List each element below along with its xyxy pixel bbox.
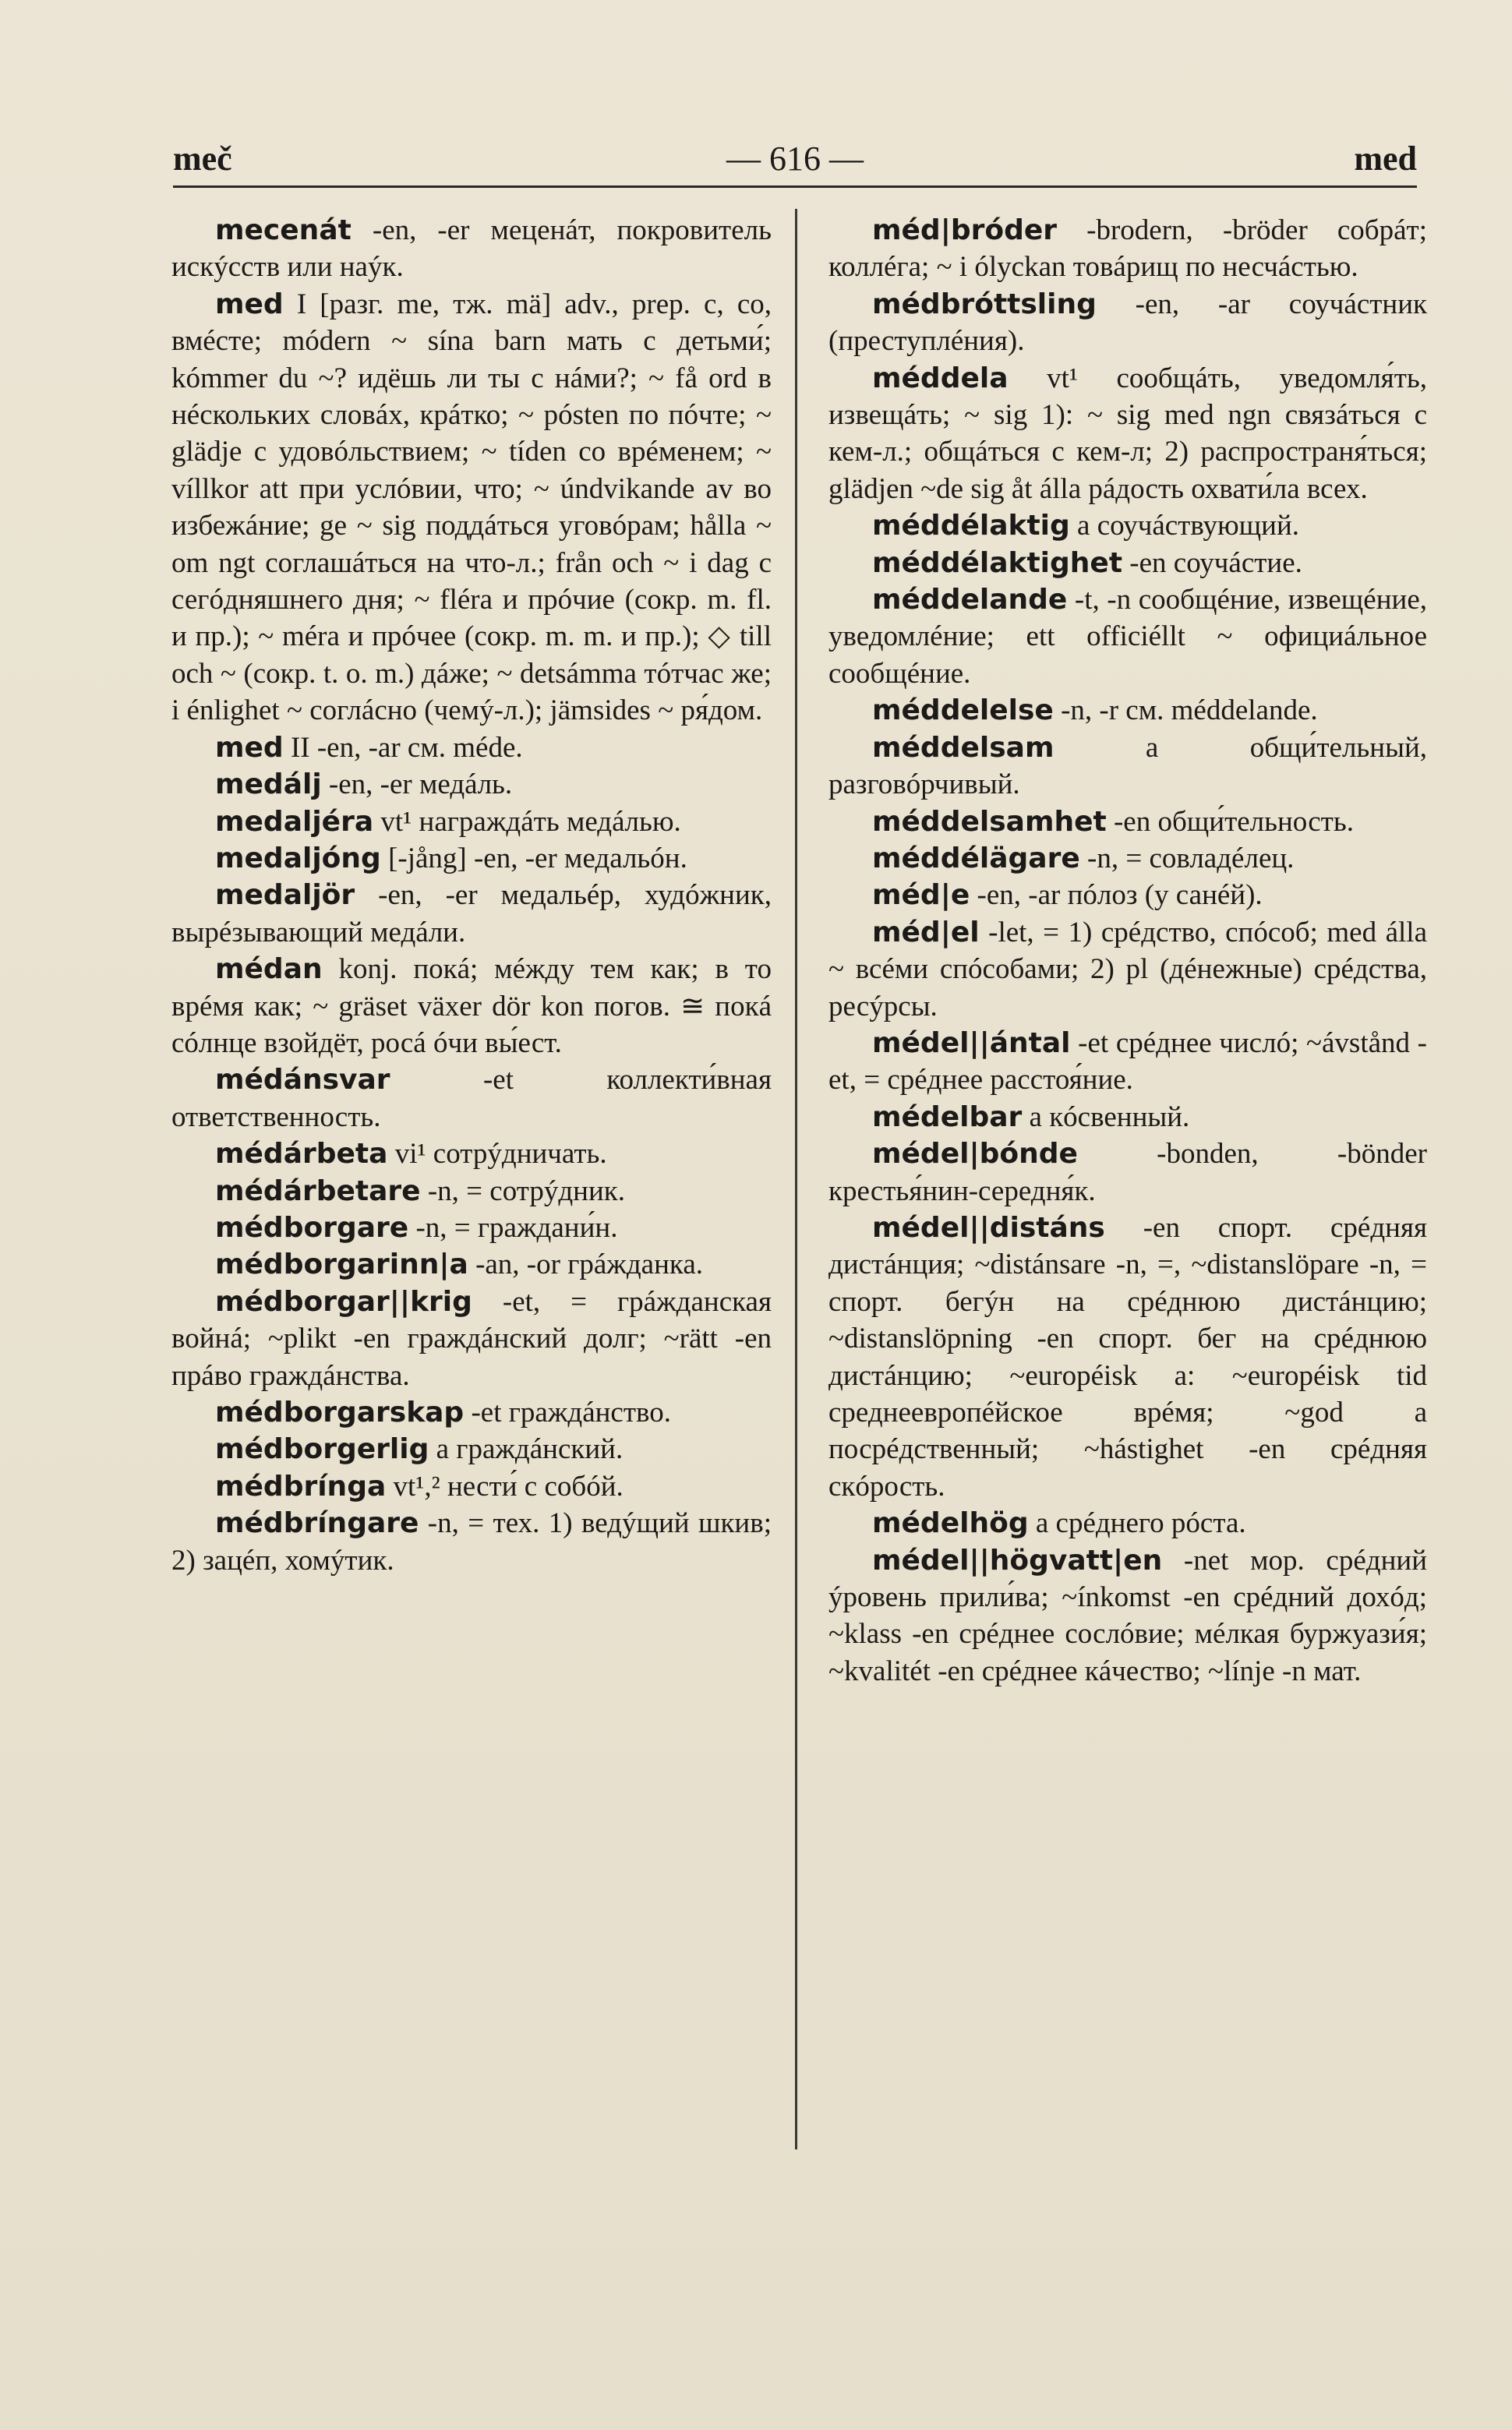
entry-definition: -en, -er медальéр, худóжник, вырéзывающий медáли. <box>171 879 772 948</box>
entry-definition: konj. покá; мéжду тем как; в то врéмя как; ~ gräset växer dör kon погов. ≅ покá сóлнце взойдёт, росá óчи вы́ест. <box>171 953 772 1059</box>
entry-definition: -en, -ar соучáстник (преступлéния). <box>828 288 1427 358</box>
entry-definition: -en общи́тельность. <box>1106 805 1354 838</box>
dictionary-entry <box>171 840 772 877</box>
dictionary-entry <box>828 1136 1427 1210</box>
dictionary-entry <box>171 804 772 840</box>
entry-headword: médborgare <box>215 1211 409 1244</box>
entry-headword: méddélaktighet <box>872 546 1123 579</box>
entry-definition: -en, -er медáль. <box>321 768 513 801</box>
dictionary-entry <box>828 545 1427 581</box>
dictionary-entry <box>828 914 1427 1025</box>
entry-definition: a соучáствующий. <box>1069 510 1300 542</box>
entry-headword: médborgerlig <box>215 1433 429 1466</box>
entry-definition: a граждáнский. <box>429 1433 624 1466</box>
dictionary-entry <box>171 1394 772 1431</box>
entry-headword: méddelsam <box>872 731 1055 764</box>
dictionary-entry <box>171 1284 772 1394</box>
entry-definition: -en, -er меценáт, покровитель искýсств или наýк. <box>171 214 772 284</box>
entry-definition: -brodern, -bröder собрáт; коллéга; ~ i ólyckan товáрищ по несчáстью. <box>828 214 1427 284</box>
dictionary-entry <box>171 729 772 766</box>
dictionary-entry <box>828 1210 1427 1505</box>
entry-headword: méddela <box>872 362 1009 394</box>
entry-headword: méd|el <box>872 916 980 948</box>
entry-definition: -n, = совладéлец. <box>1079 842 1295 874</box>
entry-definition: -let, = 1) срéдство, спóсоб; med álla ~ всéми спóсобами; 2) pl (дéнежные) срéдства, ресýрсы. <box>828 916 1427 1023</box>
entry-headword: méddelsamhet <box>872 805 1107 838</box>
page-number: — 616 — <box>726 140 864 178</box>
entry-headword: méddélaktig <box>872 510 1070 542</box>
entry-headword: médborgarinn|a <box>215 1249 468 1281</box>
entry-definition: -et, = грáжданская войнá; ~plikt -en граждáнский долг; ~rätt -en прáво граждáнства. <box>171 1285 772 1392</box>
dictionary-entry <box>171 1246 772 1283</box>
entry-headword: med <box>215 288 284 320</box>
entry-definition: vt¹ сообщáть, уведомля́ть, извещáть; ~ sig 1): ~ sig med ngn связáться с кем-л.; общáться с кем-л; 2) распространя́ться; glädjen ~de sig åt álla рáдость охвати́ла всех. <box>828 362 1427 505</box>
entry-definition: [-jång] -en, -er медальóн. <box>380 842 687 874</box>
header-right-word: med <box>1354 140 1417 178</box>
dictionary-entry <box>828 1025 1427 1099</box>
entry-definition: -en, -ar пóлоз (у санéй). <box>970 879 1263 912</box>
entry-definition: a кóсвенный. <box>1022 1100 1190 1133</box>
entry-headword: médbrínga <box>215 1470 387 1503</box>
dictionary-entry <box>828 840 1427 877</box>
dictionary-entry <box>171 1061 772 1136</box>
entry-definition: -bonden, -bönder крестья́нин-середня́к. <box>828 1138 1427 1207</box>
entry-headword: medaljóng <box>215 842 381 874</box>
dictionary-entry <box>171 1431 772 1468</box>
dictionary-entry <box>828 1099 1427 1136</box>
dictionary-entry <box>171 1173 772 1210</box>
dictionary-entry <box>171 951 772 1061</box>
dictionary-entry <box>171 212 772 286</box>
header-left-word: meč <box>173 140 232 178</box>
header-rule <box>173 185 1417 188</box>
entry-headword: médárbeta <box>215 1138 388 1171</box>
left-column <box>171 212 772 1579</box>
entry-definition: vi¹ сотрýдничать. <box>387 1138 607 1171</box>
entry-definition: II -en, -ar см. méde. <box>283 731 523 764</box>
entry-headword: médel||högvatt|en <box>872 1544 1163 1577</box>
entry-headword: medálj <box>215 768 322 801</box>
entry-headword: médel|bónde <box>872 1138 1078 1171</box>
entry-definition: -n, = граждани́н. <box>408 1211 618 1244</box>
entry-definition: I [разг. me, тж. mä] adv., prep. с, со, вмéсте; módern ~ sína barn мать с детьми́; kómmer du ~? идёшь ли ты с нáми?; ~ få ord в нéскольких словáх, крáтко; ~ pósten по пóчте; ~ glädje с удовóльствием; ~ tíden со врéменем; ~ víllkor att при услóвии, что; ~ úndvikande av во избежáние; ge ~ sig поддáться уговóрам; hålla ~ om ngt соглашáться на что-л.; från och ~ i dag с сегóдняшнего дня; ~ fléra и прóчие (сокр. m. fl. и пр.); ~ méra и прóчее (сокр. m. m. и пр.); ◇ till och ~ (сокр. t. o. m.) дáже; ~ detsámma тóтчас же; i énlighet ~ соглáсно (чемý-л.); jämsides ~ ря́дом. <box>171 288 772 727</box>
entry-headword: médan <box>215 953 323 986</box>
dictionary-entry <box>828 877 1427 913</box>
entry-definition: a общи́тельный, разговóрчивый. <box>828 731 1427 801</box>
entry-headword: médborgar||krig <box>215 1285 472 1318</box>
dictionary-entry <box>828 286 1427 360</box>
dictionary-entry <box>171 286 772 729</box>
dictionary-entry <box>171 766 772 803</box>
dictionary-entry <box>171 877 772 951</box>
entry-headword: medaljéra <box>215 805 374 838</box>
entry-headword: médelhög <box>872 1507 1029 1540</box>
entry-definition: -n, -r см. méddelande. <box>1053 694 1318 727</box>
page-header <box>173 139 1417 182</box>
dictionary-entry <box>171 1468 772 1505</box>
right-column <box>828 212 1427 1690</box>
entry-definition: vt¹ награждáть медáлью. <box>373 805 681 838</box>
dictionary-entry <box>828 729 1427 804</box>
entry-headword: médárbetare <box>215 1174 421 1207</box>
entry-headword: méd|e <box>872 879 970 912</box>
entry-headword: médel||ántal <box>872 1026 1071 1059</box>
entry-headword: médborgarskap <box>215 1397 465 1429</box>
dictionary-entry <box>828 507 1427 544</box>
entry-definition: -et срéднее числó; ~ávstånd -et, = срéднее расстоя́ние. <box>828 1026 1427 1097</box>
dictionary-entry <box>171 1505 772 1579</box>
dictionary-entry <box>828 581 1427 692</box>
entry-headword: medaljör <box>215 879 355 912</box>
entry-headword: méd|bróder <box>872 214 1058 246</box>
entry-headword: méddelande <box>872 584 1068 616</box>
dictionary-entry <box>828 1505 1427 1542</box>
entry-definition: -an, -or грáжданка. <box>468 1249 703 1281</box>
entry-definition: -en соучáстие. <box>1122 546 1302 579</box>
entry-definition: -n, = сотрýдник. <box>420 1174 626 1207</box>
dictionary-entry <box>828 692 1427 729</box>
entry-headword: méddélägare <box>872 842 1080 874</box>
dictionary-entry <box>828 212 1427 286</box>
dictionary-entry <box>171 1210 772 1246</box>
entry-definition: -net мор. срéдний ýровень прили́ва; ~ínkomst -en срéдний дохóд; ~klass -en срéднее сослóвие; мéлкая буржуази́я; ~kvalitét -en срéднее кáчество; ~línje -n мат. <box>828 1544 1427 1687</box>
entry-headword: med <box>215 731 284 764</box>
entry-headword: méddelelse <box>872 694 1054 727</box>
entry-headword: médel||distáns <box>872 1211 1105 1244</box>
entry-headword: mecenát <box>215 214 352 246</box>
dictionary-entry <box>171 1136 772 1172</box>
entry-headword: médbróttsling <box>872 288 1097 320</box>
entry-definition: -et граждáнство. <box>464 1397 671 1429</box>
entry-definition: -en спорт. срéдняя дистáнция; ~distánsare -n, =, ~distanslöpare -n, = спорт. бегýн на срéднюю дистáнцию; ~distanslöpning -en спорт. бег на срéднюю дистáнцию; ~européisk a: ~européisk tid среднеевропéйское врéмя; ~god a посрéдственный; ~hástighet -en срéдняя скóрость. <box>828 1211 1427 1503</box>
entry-definition: vt¹,² нести́ с собóй. <box>386 1470 624 1503</box>
entry-definition: a срéднего рóста. <box>1028 1507 1246 1540</box>
column-divider <box>795 209 797 2149</box>
entry-headword: médelbar <box>872 1100 1023 1133</box>
entry-definition: -n, = тех. 1) ведýщий шкив; 2) зацéп, хомýтик. <box>171 1507 772 1577</box>
dictionary-entry <box>828 804 1427 840</box>
dictionary-entry <box>828 1542 1427 1690</box>
entry-headword: médbríngare <box>215 1507 419 1540</box>
entry-definition: -t, -n сообщéние, извещéние, уведомлéние; ett officiéllt ~ официáльное сообщéние. <box>828 584 1427 690</box>
entry-headword: médánsvar <box>215 1064 390 1097</box>
entry-definition: -et коллекти́вная ответственность. <box>171 1064 772 1133</box>
dictionary-entry <box>828 360 1427 508</box>
